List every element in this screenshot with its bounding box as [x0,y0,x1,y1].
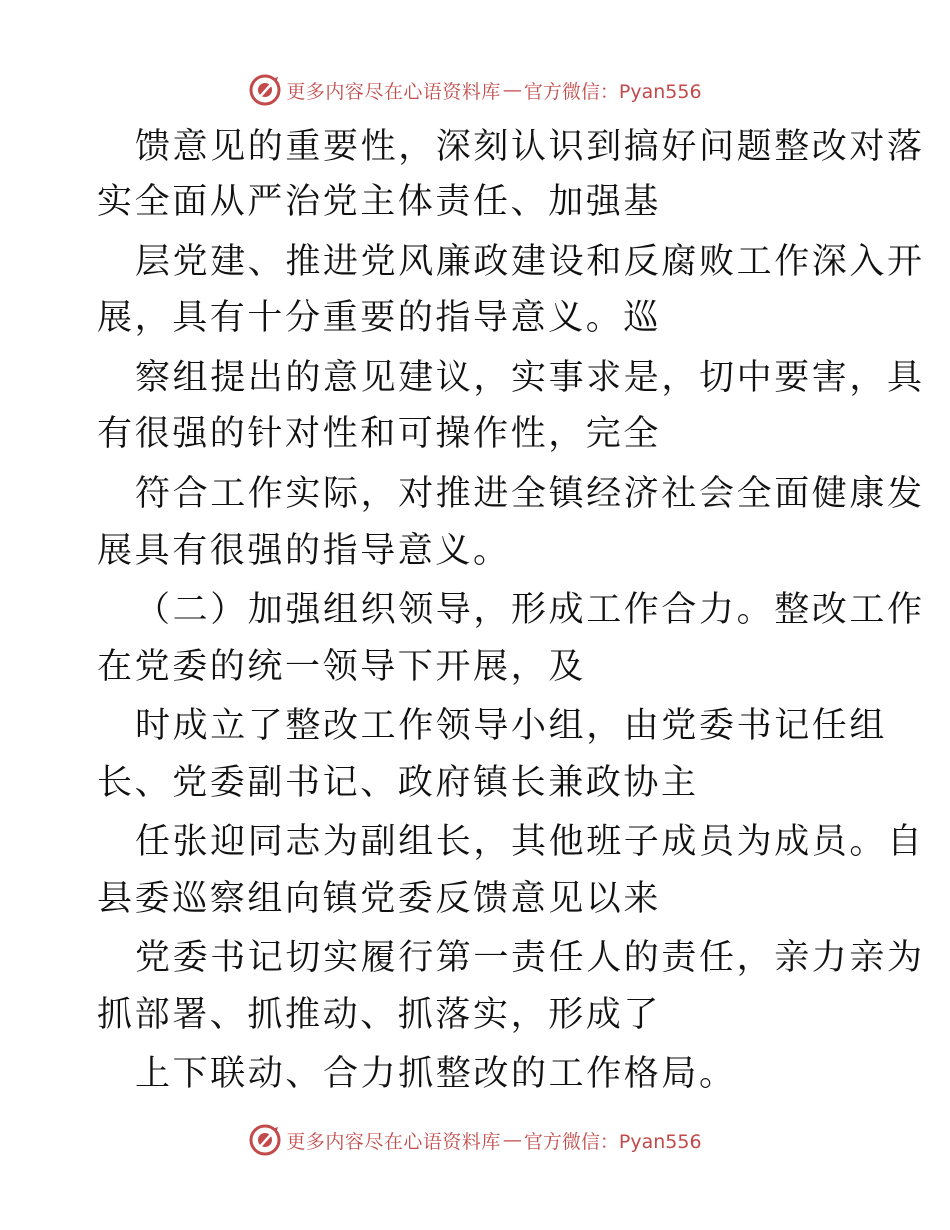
banner-wechat: 官方微信：Pyan556 [523,80,702,103]
banner-text: 更多内容尽在心语资料库 [286,1130,501,1153]
body-line: 层党建、推进党风廉政建设和反腐败工作深入开 [135,242,925,282]
body-line: 时成立了整改工作领导小组，由党委书记任组 [135,706,888,746]
banner-text: 更多内容尽在心语资料库 [286,80,501,103]
logo-icon [248,1123,282,1157]
body-line: 上下联动、合力抓整改的工作格局。 [135,1054,737,1094]
banner-dash: — [502,1129,522,1151]
header-banner [0,70,950,110]
logo-icon [248,73,282,107]
body-line: 有很强的针对性和可操作性，完全 [97,414,662,454]
banner-wechat: 官方微信：Pyan556 [523,1130,702,1153]
body-line: 察组提出的意见建议，实事求是，切中要害，具 [135,358,925,398]
body-line: 馈意见的重要性，深刻认识到搞好问题整改对落 [135,127,925,167]
body-line: 县委巡察组向镇党委反馈意见以来 [97,879,662,919]
body-line: 任张迎同志为副组长，其他班子成员为成员。自 [135,822,925,862]
body-line: 展具有很强的指导意义。 [97,531,511,571]
body-line: 展，具有十分重要的指导意义。巡 [97,298,662,338]
body-line: （二）加强组织领导，形成工作合力。整改工作 [135,590,925,630]
body-line: 党委书记切实履行第一责任人的责任，亲力亲为 [135,938,925,978]
footer-banner [0,1120,950,1160]
body-line: 实全面从严治党主体责任、加强基 [97,182,662,222]
body-line: 抓部署、抓推动、抓落实，形成了 [97,995,662,1035]
banner-dash: — [502,79,522,101]
body-line: 长、党委副书记、政府镇长兼政协主 [97,763,699,803]
body-line: 符合工作实际，对推进全镇经济社会全面健康发 [135,474,925,514]
body-line: 在党委的统一领导下开展，及 [97,647,586,687]
